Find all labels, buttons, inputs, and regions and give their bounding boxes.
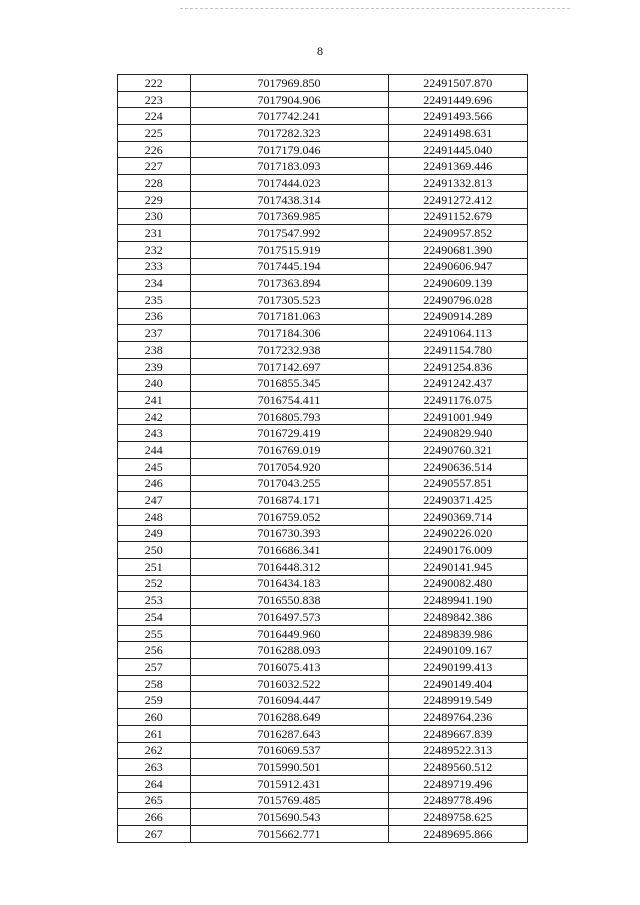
table-row <box>118 675 528 692</box>
x-coordinate-cell: 7015912.431 <box>190 775 388 792</box>
x-coordinate-cell: 7017444.023 <box>190 175 388 192</box>
x-coordinate-cell: 7017184.306 <box>190 325 388 342</box>
y-coordinate-cell: 22490957.852 <box>388 225 527 242</box>
point-number-cell: 241 <box>118 392 191 409</box>
table-row <box>118 225 528 242</box>
point-number-cell: 257 <box>118 659 191 676</box>
point-number-cell: 255 <box>118 625 191 642</box>
point-number-cell: 256 <box>118 642 191 659</box>
point-number-cell: 250 <box>118 542 191 559</box>
point-number-cell: 228 <box>118 175 191 192</box>
x-coordinate-cell: 7017969.850 <box>190 75 388 92</box>
y-coordinate-cell: 22491176.075 <box>388 392 527 409</box>
point-number-cell: 235 <box>118 291 191 308</box>
table-row <box>118 75 528 92</box>
point-number-cell: 245 <box>118 458 191 475</box>
x-coordinate-cell: 7016287.643 <box>190 725 388 742</box>
table-row <box>118 642 528 659</box>
y-coordinate-cell: 22490609.139 <box>388 275 527 292</box>
y-coordinate-cell: 22489941.190 <box>388 592 527 609</box>
y-coordinate-cell: 22491507.870 <box>388 75 527 92</box>
point-number-cell: 266 <box>118 809 191 826</box>
point-number-cell: 263 <box>118 759 191 776</box>
point-number-cell: 249 <box>118 525 191 542</box>
y-coordinate-cell: 22490176.009 <box>388 542 527 559</box>
table-row <box>118 175 528 192</box>
point-number-cell: 242 <box>118 408 191 425</box>
table-row <box>118 775 528 792</box>
x-coordinate-cell: 7017363.894 <box>190 275 388 292</box>
y-coordinate-cell: 22490371.425 <box>388 492 527 509</box>
x-coordinate-cell: 7015662.771 <box>190 825 388 842</box>
point-number-cell: 262 <box>118 742 191 759</box>
table-row <box>118 742 528 759</box>
x-coordinate-cell: 7015690.543 <box>190 809 388 826</box>
y-coordinate-cell: 22491272.412 <box>388 191 527 208</box>
x-coordinate-cell: 7016729.419 <box>190 425 388 442</box>
point-number-cell: 247 <box>118 492 191 509</box>
x-coordinate-cell: 7017043.255 <box>190 475 388 492</box>
x-coordinate-cell: 7016769.019 <box>190 442 388 459</box>
y-coordinate-cell: 22489695.866 <box>388 825 527 842</box>
table-row <box>118 91 528 108</box>
x-coordinate-cell: 7016874.171 <box>190 492 388 509</box>
y-coordinate-cell: 22490636.514 <box>388 458 527 475</box>
table-row <box>118 191 528 208</box>
x-coordinate-cell: 7016759.052 <box>190 508 388 525</box>
table-row <box>118 308 528 325</box>
point-number-cell: 230 <box>118 208 191 225</box>
table-row <box>118 725 528 742</box>
y-coordinate-cell: 22489719.496 <box>388 775 527 792</box>
table-row <box>118 692 528 709</box>
table-row <box>118 392 528 409</box>
x-coordinate-cell: 7016550.838 <box>190 592 388 609</box>
x-coordinate-cell: 7017142.697 <box>190 358 388 375</box>
y-coordinate-cell: 22490914.289 <box>388 308 527 325</box>
x-coordinate-cell: 7016075.413 <box>190 659 388 676</box>
point-number-cell: 253 <box>118 592 191 609</box>
point-number-cell: 265 <box>118 792 191 809</box>
point-number-cell: 244 <box>118 442 191 459</box>
table-row <box>118 442 528 459</box>
y-coordinate-cell: 22491332.813 <box>388 175 527 192</box>
point-number-cell: 225 <box>118 125 191 142</box>
x-coordinate-cell: 7017742.241 <box>190 108 388 125</box>
table-row <box>118 408 528 425</box>
table-row <box>118 792 528 809</box>
x-coordinate-cell: 7016805.793 <box>190 408 388 425</box>
x-coordinate-cell: 7016448.312 <box>190 558 388 575</box>
x-coordinate-cell: 7016288.093 <box>190 642 388 659</box>
y-coordinate-cell: 22489758.625 <box>388 809 527 826</box>
point-number-cell: 261 <box>118 725 191 742</box>
table-row <box>118 141 528 158</box>
table-row <box>118 709 528 726</box>
y-coordinate-cell: 22490141.945 <box>388 558 527 575</box>
coordinate-table <box>117 74 528 843</box>
y-coordinate-cell: 22491064.113 <box>388 325 527 342</box>
point-number-cell: 222 <box>118 75 191 92</box>
table-row <box>118 809 528 826</box>
table-row <box>118 425 528 442</box>
y-coordinate-cell: 22490796.028 <box>388 291 527 308</box>
y-coordinate-cell: 22490149.404 <box>388 675 527 692</box>
point-number-cell: 227 <box>118 158 191 175</box>
table-row <box>118 458 528 475</box>
y-coordinate-cell: 22490557.851 <box>388 475 527 492</box>
table-row <box>118 542 528 559</box>
table-row <box>118 275 528 292</box>
table-row <box>118 558 528 575</box>
point-number-cell: 226 <box>118 141 191 158</box>
point-number-cell: 260 <box>118 709 191 726</box>
x-coordinate-cell: 7016032.522 <box>190 675 388 692</box>
x-coordinate-cell: 7017305.523 <box>190 291 388 308</box>
point-number-cell: 258 <box>118 675 191 692</box>
point-number-cell: 254 <box>118 609 191 626</box>
table-row <box>118 258 528 275</box>
point-number-cell: 264 <box>118 775 191 792</box>
y-coordinate-cell: 22490226.020 <box>388 525 527 542</box>
coordinate-table-body <box>118 75 528 843</box>
point-number-cell: 267 <box>118 825 191 842</box>
table-row <box>118 208 528 225</box>
x-coordinate-cell: 7016754.411 <box>190 392 388 409</box>
point-number-cell: 248 <box>118 508 191 525</box>
y-coordinate-cell: 22490369.714 <box>388 508 527 525</box>
point-number-cell: 231 <box>118 225 191 242</box>
x-coordinate-cell: 7017179.046 <box>190 141 388 158</box>
page-number: 8 <box>317 44 323 58</box>
y-coordinate-cell: 22489839.986 <box>388 625 527 642</box>
y-coordinate-cell: 22491498.631 <box>388 125 527 142</box>
y-coordinate-cell: 22489842.386 <box>388 609 527 626</box>
x-coordinate-cell: 7016434.183 <box>190 575 388 592</box>
y-coordinate-cell: 22489778.496 <box>388 792 527 809</box>
table-row <box>118 291 528 308</box>
table-row <box>118 609 528 626</box>
x-coordinate-cell: 7016730.393 <box>190 525 388 542</box>
y-coordinate-cell: 22490109.167 <box>388 642 527 659</box>
x-coordinate-cell: 7017054.920 <box>190 458 388 475</box>
y-coordinate-cell: 22489522.313 <box>388 742 527 759</box>
y-coordinate-cell: 22489667.839 <box>388 725 527 742</box>
table-row <box>118 475 528 492</box>
table-row <box>118 525 528 542</box>
table-row <box>118 625 528 642</box>
table-row <box>118 492 528 509</box>
y-coordinate-cell: 22491493.566 <box>388 108 527 125</box>
y-coordinate-cell: 22490199.413 <box>388 659 527 676</box>
y-coordinate-cell: 22489764.236 <box>388 709 527 726</box>
point-number-cell: 234 <box>118 275 191 292</box>
table-row <box>118 342 528 359</box>
table-row <box>118 759 528 776</box>
point-number-cell: 238 <box>118 342 191 359</box>
table-row <box>118 375 528 392</box>
point-number-cell: 223 <box>118 91 191 108</box>
y-coordinate-cell: 22491254.836 <box>388 358 527 375</box>
y-coordinate-cell: 22491154.780 <box>388 342 527 359</box>
table-row <box>118 575 528 592</box>
x-coordinate-cell: 7017438.314 <box>190 191 388 208</box>
y-coordinate-cell: 22489919.549 <box>388 692 527 709</box>
x-coordinate-cell: 7017232.938 <box>190 342 388 359</box>
y-coordinate-cell: 22491369.446 <box>388 158 527 175</box>
point-number-cell: 240 <box>118 375 191 392</box>
point-number-cell: 224 <box>118 108 191 125</box>
point-number-cell: 243 <box>118 425 191 442</box>
point-number-cell: 233 <box>118 258 191 275</box>
y-coordinate-cell: 22490829.940 <box>388 425 527 442</box>
table-row <box>118 358 528 375</box>
x-coordinate-cell: 7017181.063 <box>190 308 388 325</box>
y-coordinate-cell: 22490760.321 <box>388 442 527 459</box>
y-coordinate-cell: 22490606.947 <box>388 258 527 275</box>
y-coordinate-cell: 22489560.512 <box>388 759 527 776</box>
y-coordinate-cell: 22491449.696 <box>388 91 527 108</box>
point-number-cell: 236 <box>118 308 191 325</box>
point-number-cell: 251 <box>118 558 191 575</box>
point-number-cell: 239 <box>118 358 191 375</box>
x-coordinate-cell: 7016855.345 <box>190 375 388 392</box>
table-row <box>118 325 528 342</box>
table-row <box>118 125 528 142</box>
x-coordinate-cell: 7017183.093 <box>190 158 388 175</box>
table-row <box>118 241 528 258</box>
x-coordinate-cell: 7015990.501 <box>190 759 388 776</box>
y-coordinate-cell: 22491152.679 <box>388 208 527 225</box>
y-coordinate-cell: 22490082.480 <box>388 575 527 592</box>
table-row <box>118 508 528 525</box>
table-row <box>118 659 528 676</box>
x-coordinate-cell: 7016449.960 <box>190 625 388 642</box>
x-coordinate-cell: 7015769.485 <box>190 792 388 809</box>
table-row <box>118 592 528 609</box>
y-coordinate-cell: 22491242.437 <box>388 375 527 392</box>
x-coordinate-cell: 7017547.992 <box>190 225 388 242</box>
scan-artifact-line <box>180 8 570 10</box>
x-coordinate-cell: 7017369.985 <box>190 208 388 225</box>
y-coordinate-cell: 22490681.390 <box>388 241 527 258</box>
x-coordinate-cell: 7017445.194 <box>190 258 388 275</box>
point-number-cell: 246 <box>118 475 191 492</box>
y-coordinate-cell: 22491001.949 <box>388 408 527 425</box>
point-number-cell: 229 <box>118 191 191 208</box>
x-coordinate-cell: 7016288.649 <box>190 709 388 726</box>
x-coordinate-cell: 7017904.906 <box>190 91 388 108</box>
x-coordinate-cell: 7017282.323 <box>190 125 388 142</box>
x-coordinate-cell: 7016069.537 <box>190 742 388 759</box>
point-number-cell: 232 <box>118 241 191 258</box>
table-row <box>118 158 528 175</box>
x-coordinate-cell: 7016094.447 <box>190 692 388 709</box>
x-coordinate-cell: 7016686.341 <box>190 542 388 559</box>
x-coordinate-cell: 7017515.919 <box>190 241 388 258</box>
table-row <box>118 825 528 842</box>
point-number-cell: 237 <box>118 325 191 342</box>
point-number-cell: 252 <box>118 575 191 592</box>
point-number-cell: 259 <box>118 692 191 709</box>
x-coordinate-cell: 7016497.573 <box>190 609 388 626</box>
table-row <box>118 108 528 125</box>
y-coordinate-cell: 22491445.040 <box>388 141 527 158</box>
